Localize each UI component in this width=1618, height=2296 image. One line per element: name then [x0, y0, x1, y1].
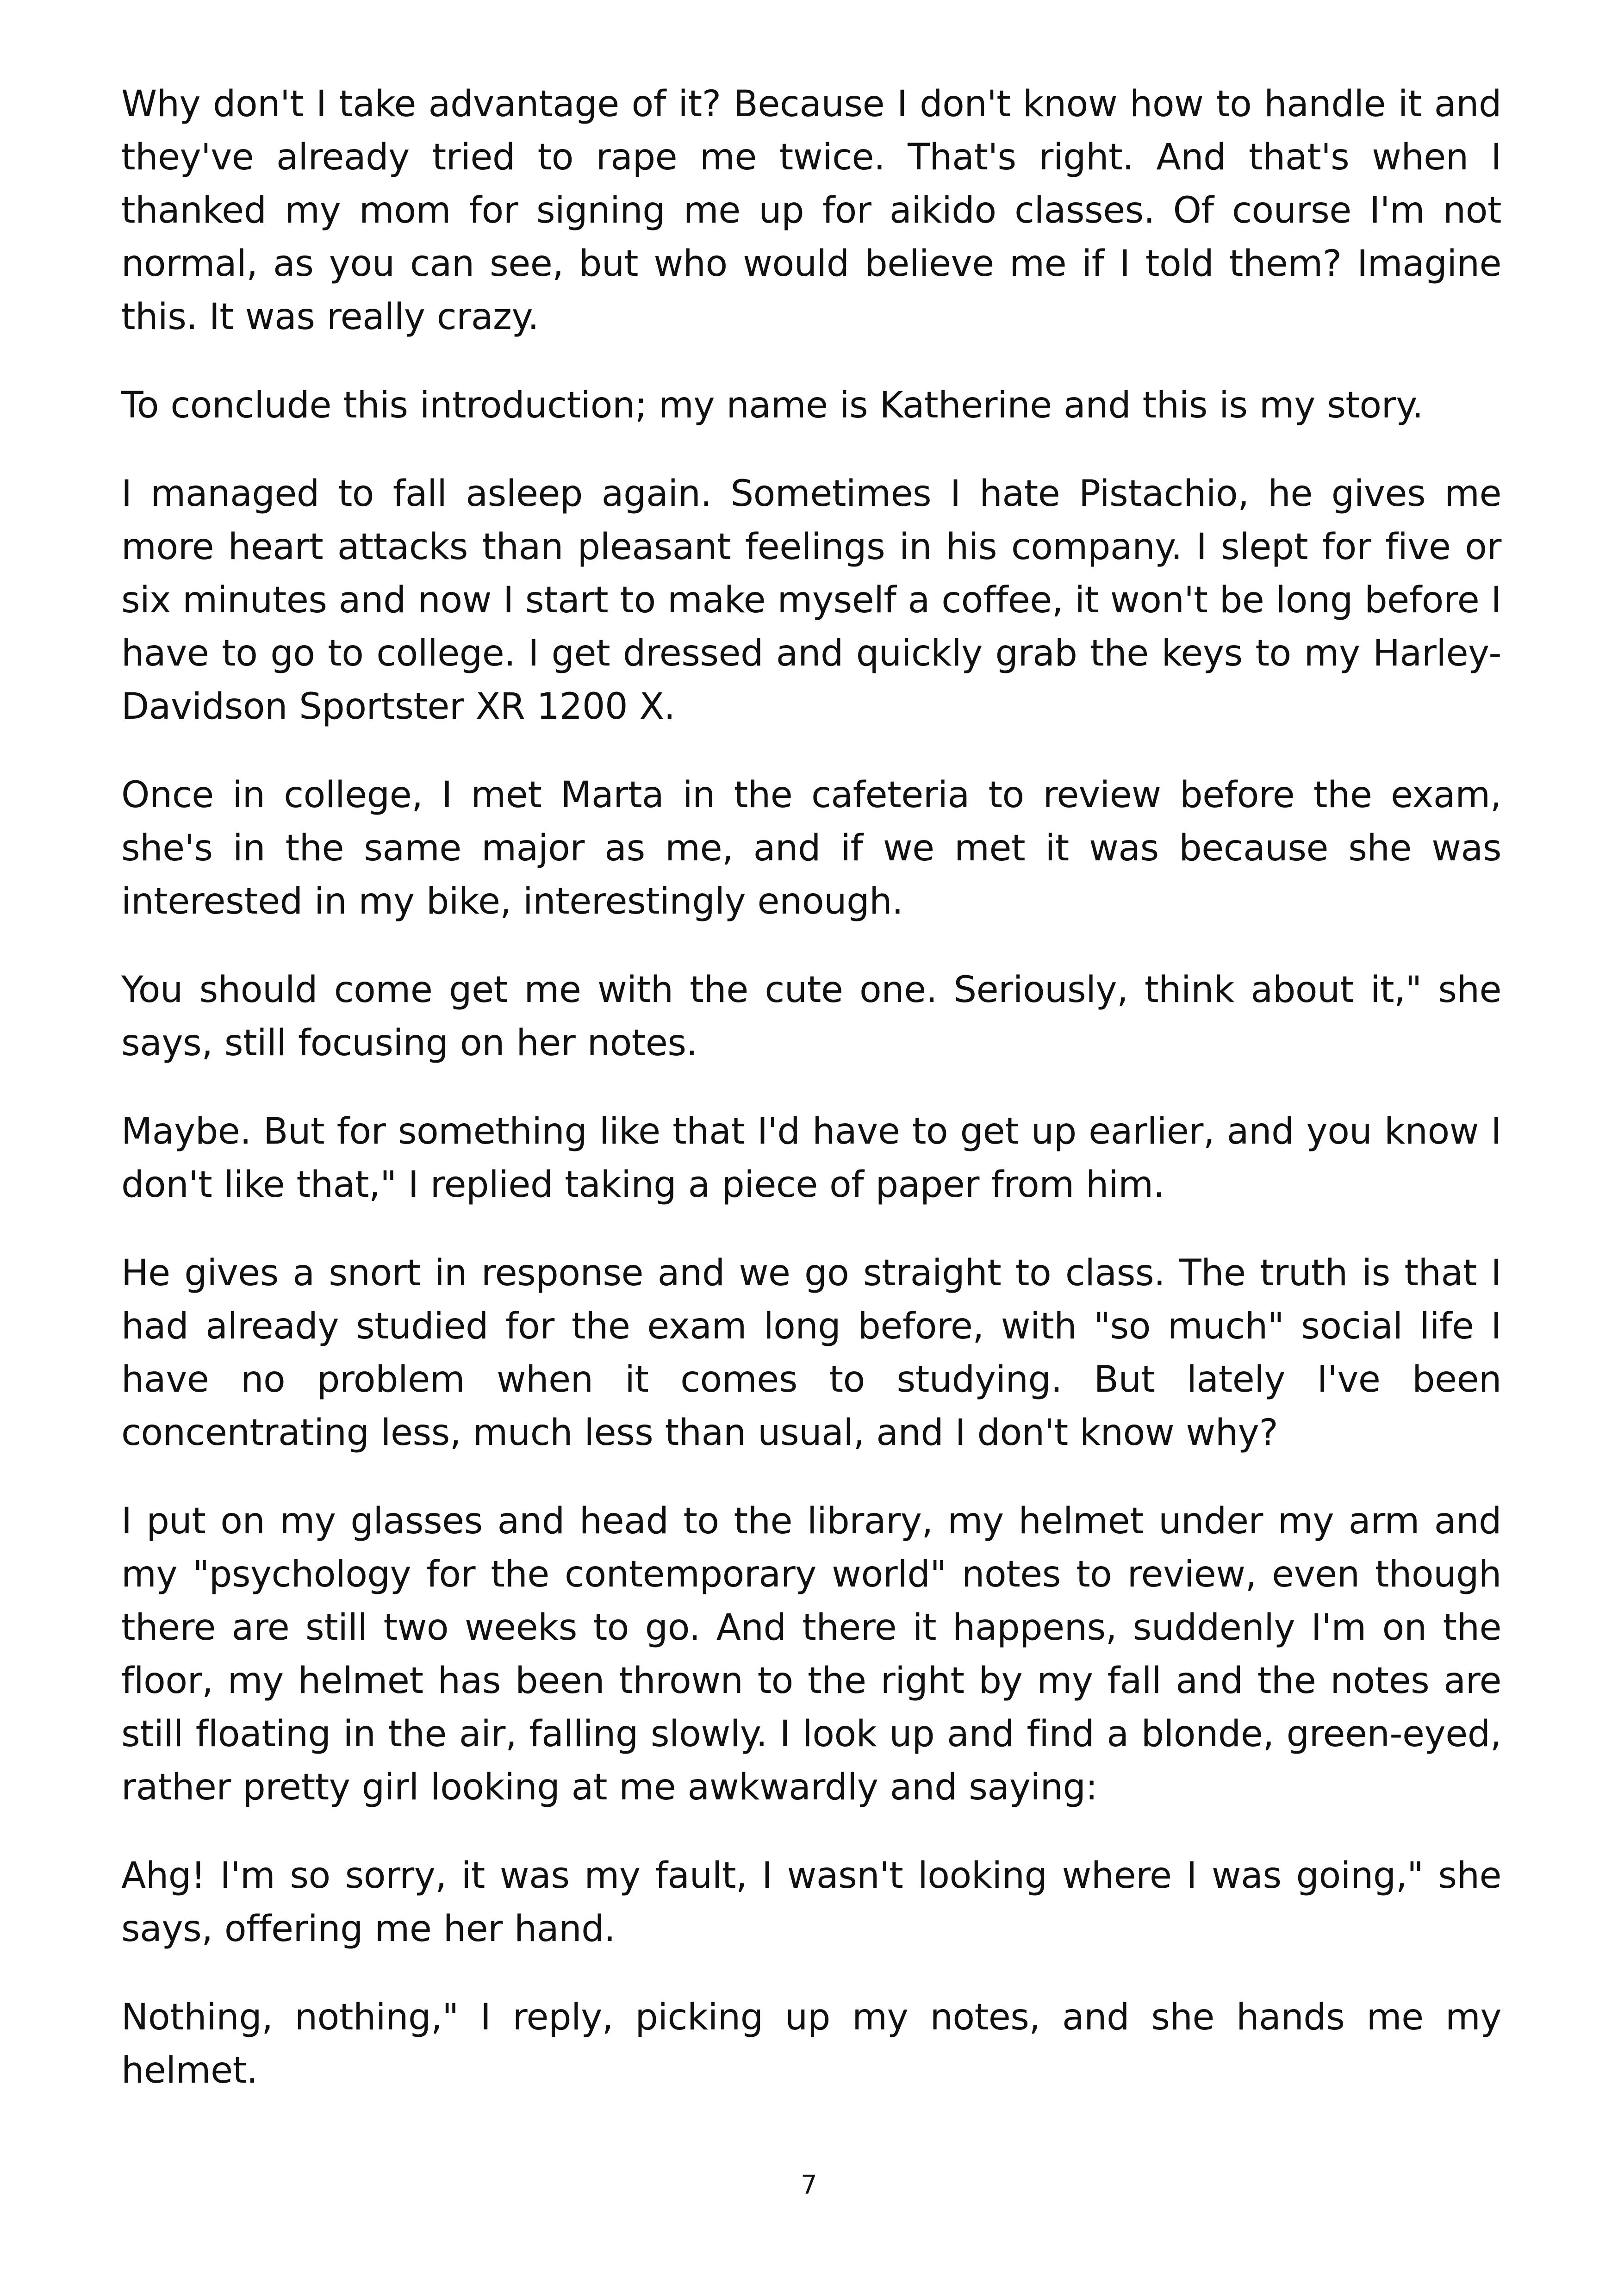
paragraph: I managed to fall asleep again. Sometimes I hate Pistachio, he gives me more heart attacks than pleasant feelings in his company. I slept for five or six minutes and now I start to make myself a coffee, it won't be long before I have to go to college. I get dressed and quickly grab the keys to my Harley-Davidson Sportster XR 1200 X.: [121, 473, 1501, 728]
paragraph: To conclude this introduction; my name is Katherine and this is my story.: [121, 385, 1424, 426]
paragraph: He gives a snort in response and we go straight to class. The truth is that I had already studied for the exam long before, with "so much" social life I have no problem when it comes to studying. But lately I've been concentrating less, much less than usual, and I don't know why?: [121, 1252, 1501, 1454]
paragraph: Ahg! I'm so sorry, it was my fault, I wasn't looking where I was going," she says, offering me her hand.: [121, 1855, 1501, 1950]
page-number: 7: [801, 2170, 817, 2200]
page-body: [121, 78, 1501, 2133]
paragraph: Once in college, I met Marta in the cafeteria to review before the exam, she's in the same major as me, and if we met it was because she was interested in my bike, interestingly enough.: [121, 774, 1501, 922]
paragraph: Nothing, nothing," I reply, picking up my notes, and she hands me my helmet.: [121, 1997, 1501, 2091]
paragraph: Maybe. But for something like that I'd have to get up earlier, and you know I don't like that," I replied taking a piece of paper from him.: [121, 1111, 1501, 1206]
paragraph: You should come get me with the cute one. Seriously, think about it," she says, still focusing on her notes.: [121, 969, 1501, 1064]
paragraph: Why don't I take advantage of it? Because I don't know how to handle it and they've already tried to rape me twice. That's right. And that's when I thanked my mom for signing me up for aikido classes. Of course I'm not normal, as you can see, but who would believe me if I told them? Imagine this. It was really crazy.: [121, 83, 1501, 338]
paragraph: I put on my glasses and head to the library, my helmet under my arm and my "psychology for the contemporary world" notes to review, even though there are still two weeks to go. And there it happens, suddenly I'm on the floor, my helmet has been thrown to the right by my fall and the notes are still floating in the air, falling slowly. I look up and find a blonde, green-eyed, rather pretty girl looking at me awkwardly and saying:: [121, 1500, 1501, 1808]
